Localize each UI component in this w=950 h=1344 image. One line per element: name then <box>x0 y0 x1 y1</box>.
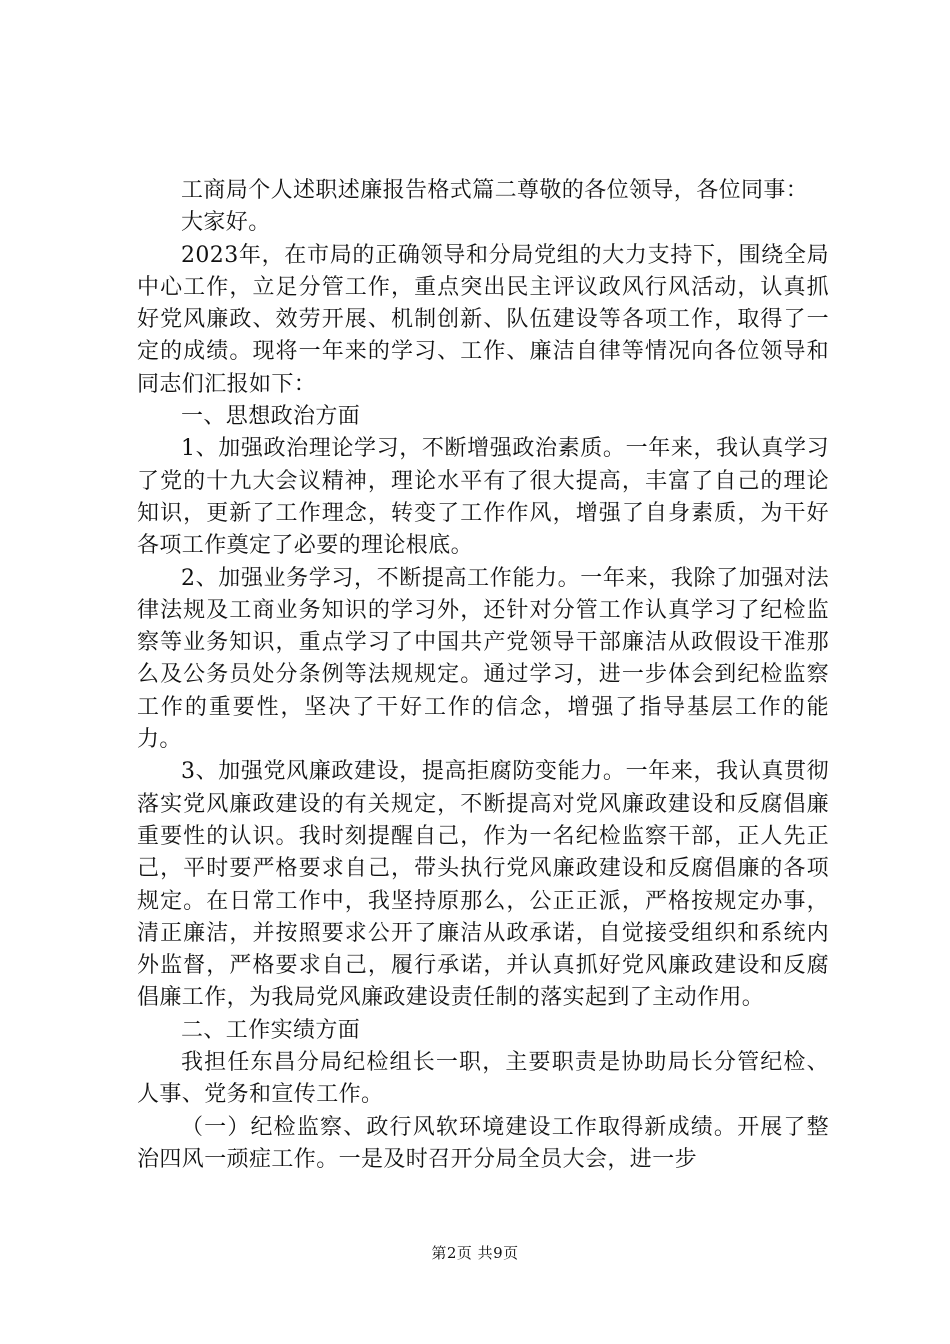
page-number-footer: 第2页 共9页 <box>431 1244 519 1262</box>
document-body <box>137 175 829 1176</box>
paragraph-subsection-1: （一）纪检监察、政行风软环境建设工作取得新成绩。开展了整治四风一顽症工作。一是及时召开分局全员大会，进一步 <box>137 1114 829 1172</box>
paragraph-greeting: 工商局个人述职述廉报告格式篇二尊敬的各位领导，各位同事： <box>181 178 809 203</box>
paragraph-intro: 2023年，在市局的正确领导和分局党组的大力支持下，围绕全局中心工作，立足分管工作，重点突出民主评议政风行风活动，认真抓好党风廉政、效劳开展、机制创新、队伍建设等各项工作，取得了一定的成绩。现将一年来的学习、工作、廉洁自律等情况向各位领导和同志们汇报如下： <box>137 242 829 397</box>
section-heading-political: 一、思想政治方面 <box>181 404 361 430</box>
paragraph-item-1: 1、加强政治理论学习，不断增强政治素质。一年来，我认真学习了党的十九大会议精神，理论水平有了很大提高，丰富了自己的理论知识，更新了工作理念，转变了工作作风，增强了自身素质，为干好各项工作奠定了必要的理论根底。 <box>137 436 829 559</box>
section-heading-achievements: 二、工作实绩方面 <box>181 1017 361 1043</box>
paragraph-item-3: 3、加强党风廉政建设，提高拒腐防变能力。一年来，我认真贯彻落实党风廉政建设的有关规定，不断提高对党风廉政建设和反腐倡廉重要性的认识。我时刻提醒自己，作为一名纪检监察干部，正人先正己，平时要严格要求自己，带头执行党风廉政建设和反腐倡廉的各项规定。在日常工作中，我坚持原那么，公正正派，严格按规定办事，清正廉洁，并按照要求公开了廉洁从政承诺，自觉接受组织和系统内外监督，严格要求自己，履行承诺，并认真抓好党风廉政建设和反腐倡廉工作，为我局党风廉政建设责任制的落实起到了主动作用。 <box>137 759 829 1011</box>
paragraph-hello: 大家好。 <box>181 210 271 236</box>
paragraph-item-2: 2、加强业务学习，不断提高工作能力。一年来，我除了加强对法律法规及工商业务知识的学习外，还针对分管工作认真学习了纪检监察等业务知识，重点学习了中国共产党领导干部廉洁从政假设干准那么及公务员处分条例等法规规定。通过学习，进一步体会到纪检监察工作的重要性，坚决了干好工作的信念，增强了指导基层工作的能力。 <box>137 565 829 753</box>
paragraph-role: 我担任东昌分局纪检组长一职，主要职责是协助局长分管纪检、人事、党务和宣传工作。 <box>137 1050 829 1108</box>
